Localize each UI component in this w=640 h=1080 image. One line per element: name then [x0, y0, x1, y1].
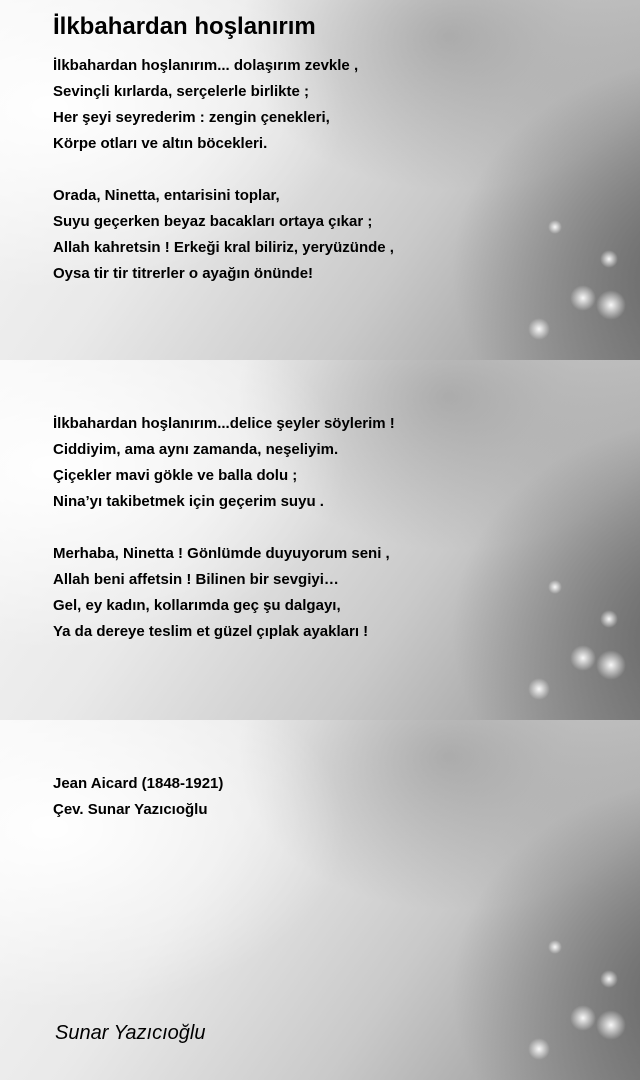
poem-line: Çiçekler mavi gökle ve balla dolu ; [53, 467, 298, 484]
signature: Sunar Yazıcıoğlu [55, 1022, 206, 1044]
sparkle-decoration [528, 1038, 550, 1060]
sparkle-decoration [570, 645, 596, 671]
poem-line: Orada, Ninetta, entarisini toplar, [53, 187, 280, 204]
sparkle-decoration [600, 610, 618, 628]
poem-line: Allah beni affetsin ! Bilinen bir sevgiyi… [53, 571, 339, 588]
credits-panel [0, 720, 640, 1080]
sparkle-decoration [528, 318, 550, 340]
stanza-2 [53, 183, 394, 287]
sparkle-decoration [596, 650, 626, 680]
author-credit: Jean Aicard (1848-1921) [53, 775, 224, 792]
sparkle-decoration [570, 1005, 596, 1031]
sparkle-decoration [600, 970, 618, 988]
poem-line: İlkbahardan hoşlanırım... dolaşırım zevkle , [53, 57, 359, 74]
poem-line: Ciddiyim, ama aynı zamanda, neşeliyim. [53, 441, 339, 458]
poem-line: Allah kahretsin ! Erkeği kral biliriz, yeryüzünde , [53, 239, 394, 256]
stanza-4 [53, 541, 390, 645]
poem-line: Ya da dereye teslim et güzel çıplak ayakları ! [53, 623, 369, 640]
poem-line: Merhaba, Ninetta ! Gönlümde duyuyorum seni , [53, 545, 390, 562]
sparkle-decoration [596, 1010, 626, 1040]
stanza-3 [53, 411, 395, 515]
poem-panel-2 [0, 360, 640, 720]
poem-line: Körpe otları ve altın böcekleri. [53, 135, 268, 152]
poem-line: Her şeyi seyrederim : zengin çenekleri, [53, 109, 330, 126]
poem-line: Suyu geçerken beyaz bacakları ortaya çıkar ; [53, 213, 373, 230]
stanza-1 [53, 53, 358, 157]
sparkle-decoration [548, 940, 562, 954]
translator-credit: Çev. Sunar Yazıcıoğlu [53, 801, 208, 818]
sparkle-decoration [528, 678, 550, 700]
poem-panel-1 [0, 0, 640, 360]
poem-title: İlkbahardan hoşlanırım [53, 13, 316, 40]
poem-line: Sevinçli kırlarda, serçelerle birlikte ; [53, 83, 309, 100]
sparkle-decoration [548, 220, 562, 234]
credits [53, 771, 223, 823]
poem-line: Oysa tir tir titrerler o ayağın önünde! [53, 265, 314, 282]
poem-line: İlkbahardan hoşlanırım...delice şeyler söylerim ! [53, 415, 395, 432]
sparkle-decoration [570, 285, 596, 311]
poem-line: Nina’yı takibetmek için geçerim suyu . [53, 493, 324, 510]
sparkle-decoration [596, 290, 626, 320]
sparkle-decoration [548, 580, 562, 594]
poem-line: Gel, ey kadın, kollarımda geç şu dalgayı, [53, 597, 341, 614]
sparkle-decoration [600, 250, 618, 268]
